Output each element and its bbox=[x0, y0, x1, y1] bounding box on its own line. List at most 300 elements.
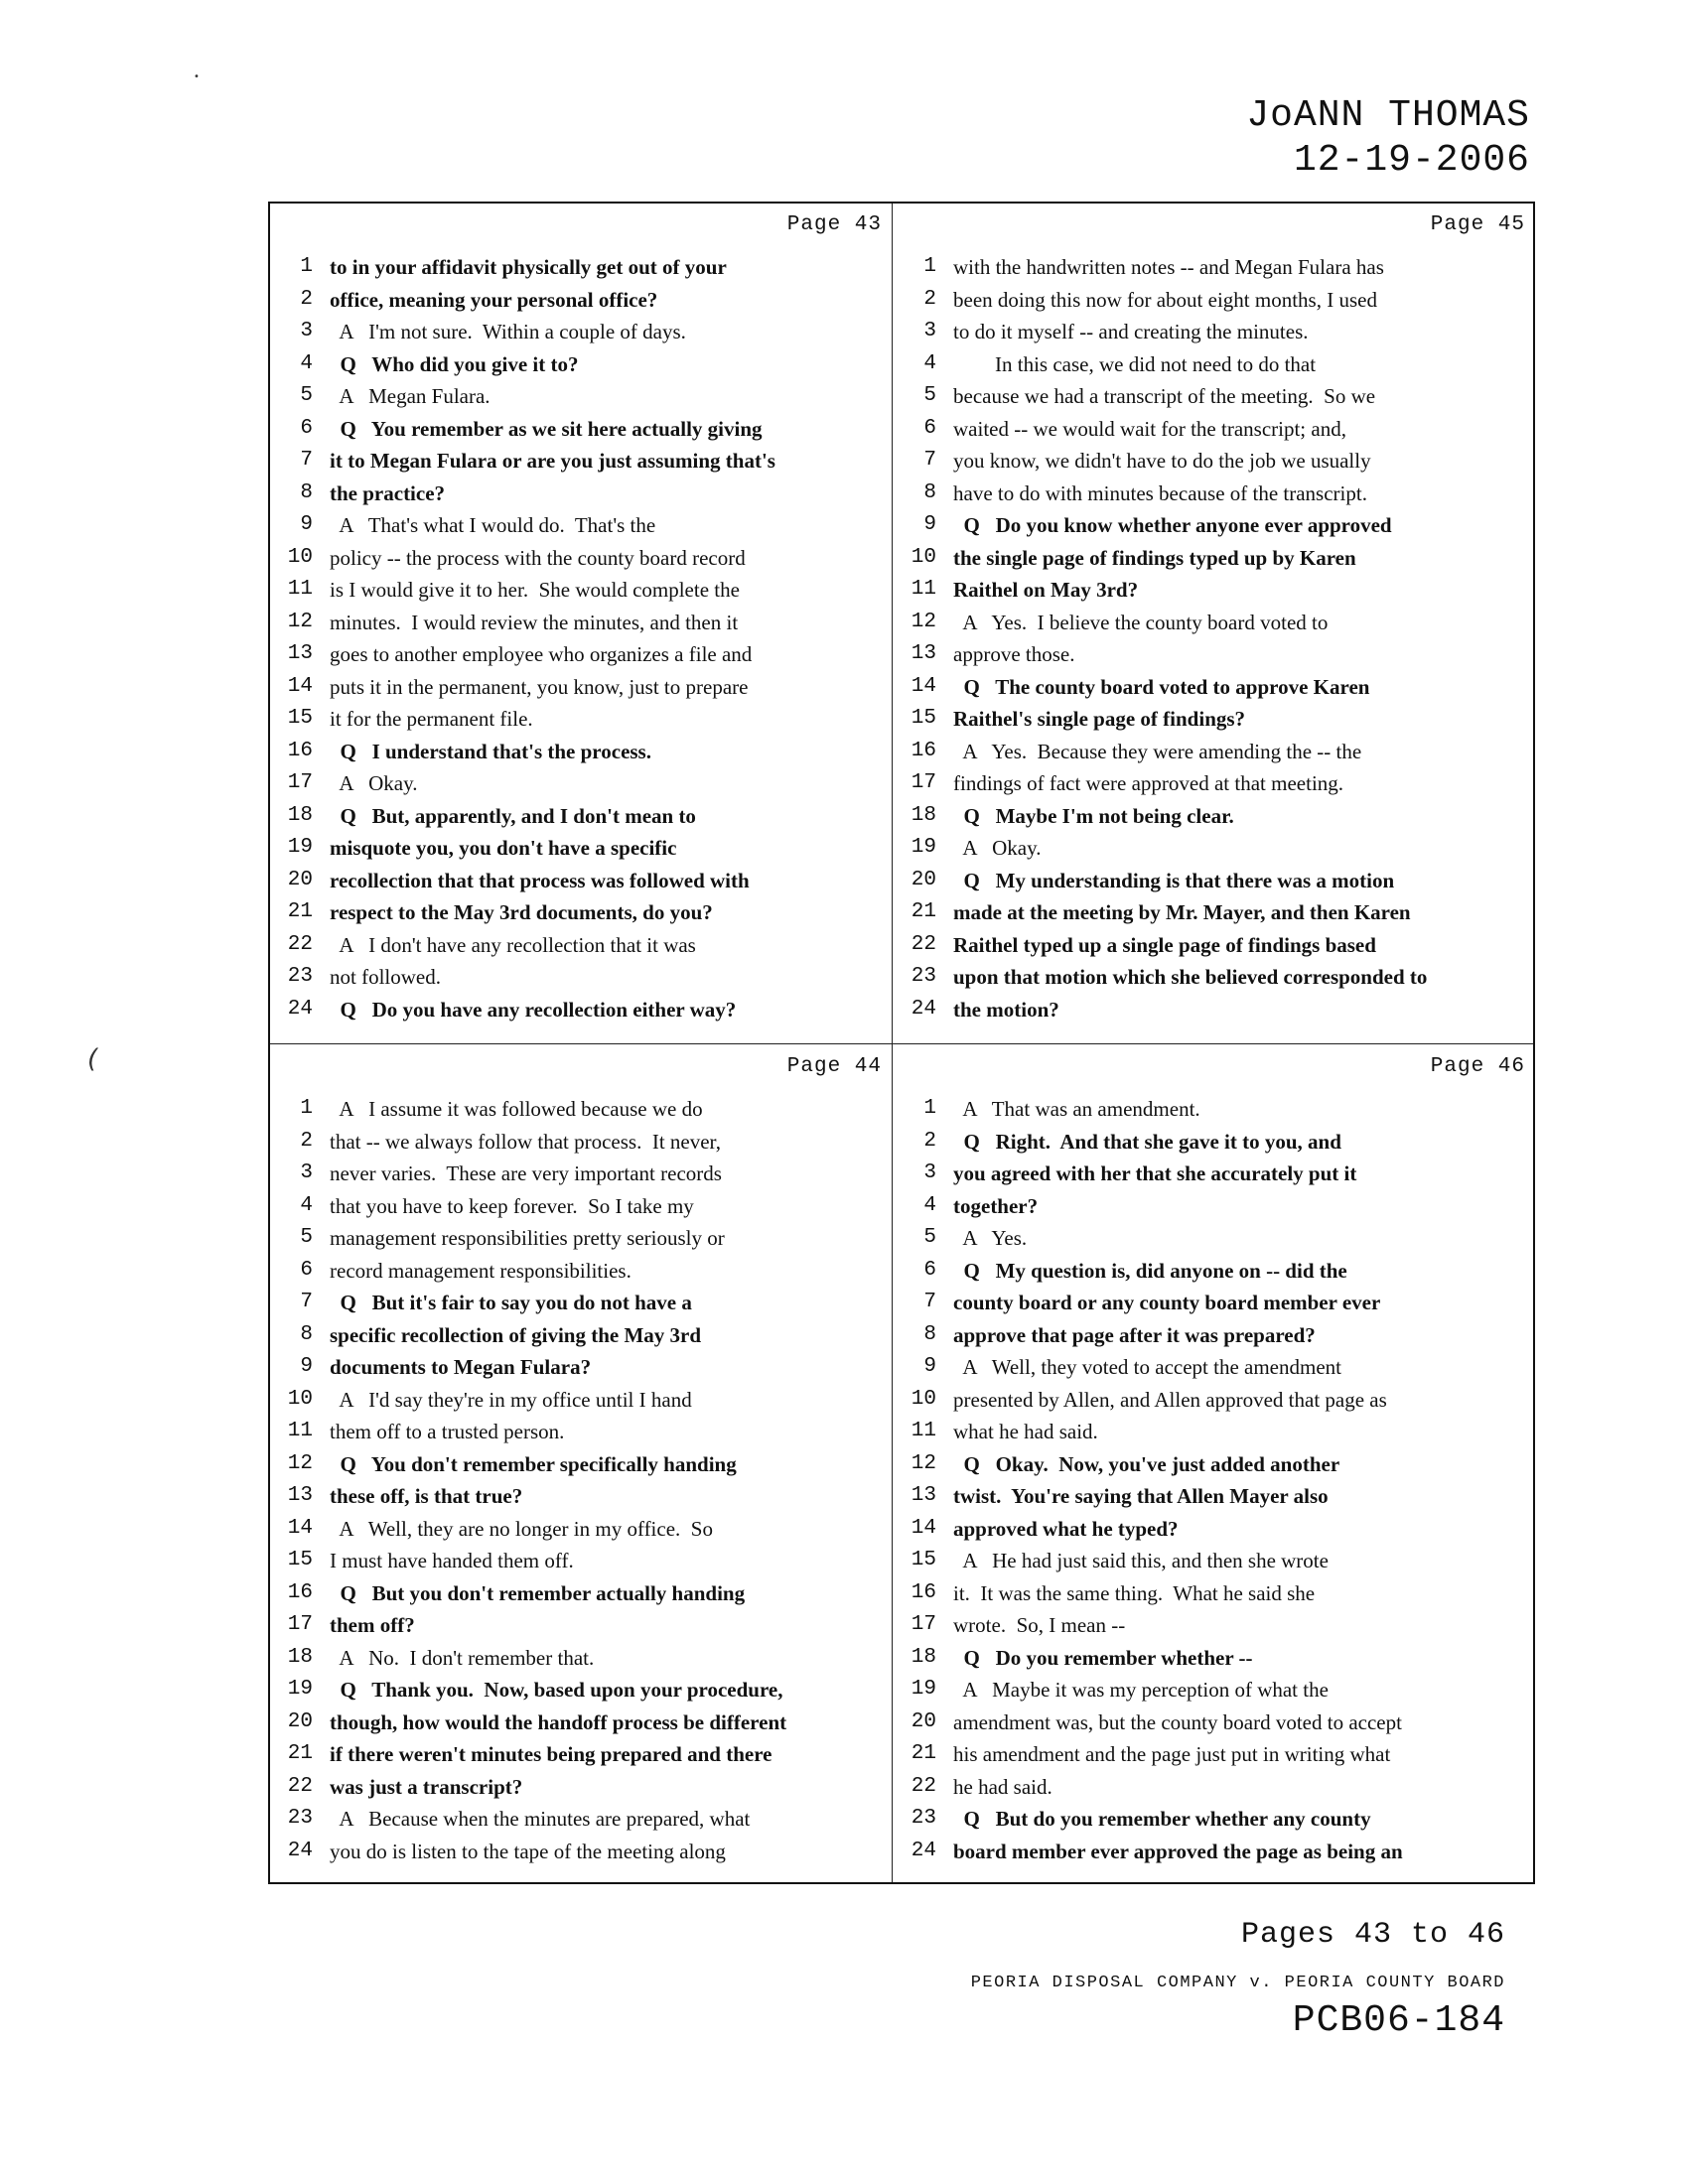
line-number: 18 bbox=[287, 803, 313, 827]
transcript-line bbox=[894, 994, 1535, 1026]
line-number: 6 bbox=[923, 1258, 936, 1282]
transcript-line bbox=[894, 703, 1535, 736]
line-text: the single page of findings typed up by Karen bbox=[953, 545, 1356, 570]
line-number: 3 bbox=[300, 320, 313, 342]
line-number: 3 bbox=[300, 1161, 313, 1184]
transcript-line bbox=[894, 832, 1535, 865]
transcript-line bbox=[894, 1545, 1535, 1577]
line-text: A Well, they are no longer in my office. So bbox=[330, 1516, 713, 1541]
line-number: 21 bbox=[287, 1742, 313, 1765]
scan-speck: • bbox=[194, 71, 200, 82]
line-number: 10 bbox=[287, 1387, 313, 1411]
line-number: 19 bbox=[911, 836, 936, 859]
transcript-line bbox=[270, 1448, 892, 1481]
witness-name: JoANN THOMAS bbox=[1246, 94, 1530, 137]
line-text: was just a transcript? bbox=[330, 1774, 523, 1799]
line-text: specific recollection of giving the May 3rd bbox=[330, 1322, 702, 1347]
transcript-line bbox=[894, 1093, 1535, 1126]
transcript-line bbox=[270, 1384, 892, 1417]
line-number: 13 bbox=[911, 642, 936, 665]
transcript-line bbox=[894, 1126, 1535, 1159]
transcript-line bbox=[894, 1287, 1535, 1319]
line-text: A I assume it was followed because we do bbox=[330, 1097, 703, 1121]
line-text: county board or any county board member ever bbox=[953, 1291, 1381, 1314]
line-text: because we had a transcript of the meeting. So we bbox=[953, 384, 1376, 408]
line-text: A Yes. I believe the county board voted to bbox=[953, 610, 1329, 634]
transcript-line bbox=[894, 413, 1535, 446]
transcript-line bbox=[894, 961, 1535, 994]
line-text: been doing this now for about eight months, I used bbox=[953, 287, 1377, 312]
line-text: Q But do you remember whether any county bbox=[953, 1807, 1371, 1831]
line-text: it. It was the same thing. What he said she bbox=[953, 1580, 1316, 1605]
line-number: 3 bbox=[923, 1161, 936, 1184]
transcript-line bbox=[894, 1674, 1535, 1706]
line-text: made at the meeting by Mr. Mayer, and then Karen bbox=[953, 900, 1411, 924]
transcript-line bbox=[894, 929, 1535, 962]
pages-range: Pages 43 to 46 bbox=[1240, 1918, 1505, 1952]
line-text: twist. You're saying that Allen Mayer also bbox=[953, 1484, 1329, 1508]
transcript-line bbox=[270, 638, 892, 671]
transcript-line bbox=[270, 1287, 892, 1319]
line-text: if there weren't minutes being prepared and there bbox=[330, 1742, 772, 1766]
transcript-line bbox=[270, 1222, 892, 1255]
line-text: not followed. bbox=[330, 965, 441, 989]
page-label: Page 43 bbox=[786, 213, 882, 236]
line-number: 22 bbox=[911, 1774, 936, 1798]
line-text: these off, is that true? bbox=[330, 1484, 523, 1508]
line-number: 9 bbox=[923, 513, 936, 536]
transcript-line bbox=[894, 865, 1535, 897]
line-number: 5 bbox=[923, 1226, 936, 1249]
line-text: together? bbox=[953, 1193, 1039, 1218]
line-number: 19 bbox=[911, 1678, 936, 1701]
line-number: 15 bbox=[911, 1549, 936, 1571]
transcript-line bbox=[270, 316, 892, 348]
line-text: to in your affidavit physically get out of your bbox=[330, 255, 727, 279]
line-number: 7 bbox=[300, 1291, 313, 1313]
transcript-line bbox=[894, 671, 1535, 704]
line-text: presented by Allen, and Allen approved that page as bbox=[953, 1387, 1387, 1412]
line-text: you do is listen to the tape of the meeting along bbox=[330, 1839, 726, 1863]
line-text: A No. I don't remember that. bbox=[330, 1645, 595, 1670]
deposition-date: 12-19-2006 bbox=[1293, 139, 1530, 182]
transcript-line bbox=[894, 284, 1535, 317]
transcript-line bbox=[270, 800, 892, 833]
line-text: minutes. I would review the minutes, and then it bbox=[330, 610, 739, 634]
line-number: 21 bbox=[911, 1742, 936, 1765]
line-number: 13 bbox=[287, 642, 313, 665]
line-number: 23 bbox=[911, 1807, 936, 1830]
line-text: A That was an amendment. bbox=[953, 1097, 1200, 1121]
line-number: 12 bbox=[911, 1451, 936, 1475]
line-number: 16 bbox=[911, 1580, 936, 1604]
line-text: Q You remember as we sit here actually giving bbox=[330, 416, 763, 441]
line-text: that -- we always follow that process. It never, bbox=[330, 1129, 721, 1154]
line-number: 2 bbox=[300, 287, 313, 311]
line-text: Q Do you know whether anyone ever approved bbox=[953, 513, 1392, 537]
transcript-line bbox=[270, 445, 892, 478]
transcript-line bbox=[894, 1803, 1535, 1836]
transcript-line bbox=[270, 1480, 892, 1513]
line-number: 6 bbox=[300, 416, 313, 440]
transcript-line bbox=[894, 1609, 1535, 1642]
line-number: 10 bbox=[287, 545, 313, 569]
line-number: 4 bbox=[923, 1193, 936, 1217]
line-number: 4 bbox=[300, 1193, 313, 1217]
line-text: recollection that that process was followed with bbox=[330, 868, 750, 892]
line-number: 9 bbox=[923, 1355, 936, 1378]
line-number: 11 bbox=[911, 1420, 936, 1442]
line-text: with the handwritten notes -- and Megan Fulara has bbox=[953, 255, 1384, 279]
line-text: A Yes. bbox=[953, 1226, 1028, 1250]
line-number: 8 bbox=[300, 1322, 313, 1346]
line-text: A Well, they voted to accept the amendment bbox=[953, 1355, 1341, 1379]
line-text: A That's what I would do. That's the bbox=[330, 513, 656, 537]
transcript-line bbox=[894, 251, 1535, 284]
line-number: 5 bbox=[300, 384, 313, 407]
transcript-line bbox=[894, 638, 1535, 671]
transcript-line bbox=[894, 316, 1535, 348]
line-number: 3 bbox=[923, 320, 936, 342]
line-text: have to do with minutes because of the transcript. bbox=[953, 480, 1367, 505]
transcript-line bbox=[894, 1738, 1535, 1771]
line-text: A Okay. bbox=[953, 836, 1042, 860]
line-number: 1 bbox=[300, 255, 313, 278]
line-number: 22 bbox=[287, 932, 313, 956]
line-list bbox=[270, 251, 892, 1025]
line-text: his amendment and the page just put in writing what bbox=[953, 1742, 1391, 1766]
line-text: management responsibilities pretty seriously or bbox=[330, 1226, 725, 1250]
line-text: policy -- the process with the county board record bbox=[330, 545, 746, 570]
line-text: you know, we didn't have to do the job we usually bbox=[953, 449, 1371, 473]
line-text: Q Thank you. Now, based upon your procedure, bbox=[330, 1678, 783, 1702]
line-number: 14 bbox=[287, 1516, 313, 1540]
transcript-line bbox=[894, 478, 1535, 510]
line-number: 15 bbox=[287, 707, 313, 730]
line-text: to do it myself -- and creating the minutes. bbox=[953, 320, 1309, 343]
scan-mark: ( bbox=[87, 1044, 98, 1074]
line-number: 24 bbox=[911, 1839, 936, 1862]
line-text: A I'd say they're in my office until I hand bbox=[330, 1387, 692, 1412]
line-text: them off to a trusted person. bbox=[330, 1420, 565, 1443]
line-number: 17 bbox=[287, 771, 313, 794]
line-text: is I would give it to her. She would complete the bbox=[330, 578, 740, 602]
line-text: approve those. bbox=[953, 642, 1075, 666]
line-number: 14 bbox=[911, 674, 936, 698]
line-number: 21 bbox=[287, 900, 313, 923]
line-text: he had said. bbox=[953, 1774, 1052, 1799]
line-number: 23 bbox=[287, 1807, 313, 1830]
transcript-line bbox=[270, 509, 892, 542]
line-number: 10 bbox=[911, 1387, 936, 1411]
transcript-line bbox=[270, 1836, 892, 1868]
line-number: 2 bbox=[300, 1129, 313, 1153]
transcript-line bbox=[894, 542, 1535, 575]
line-number: 7 bbox=[923, 1291, 936, 1313]
line-text: respect to the May 3rd documents, do you? bbox=[330, 900, 713, 924]
line-number: 22 bbox=[287, 1774, 313, 1798]
transcript-page-45 bbox=[894, 204, 1535, 1043]
line-text: Raithel on May 3rd? bbox=[953, 578, 1139, 602]
line-list bbox=[894, 251, 1535, 1025]
line-number: 16 bbox=[287, 739, 313, 762]
line-number: 9 bbox=[300, 1355, 313, 1378]
transcript-line bbox=[270, 478, 892, 510]
line-number: 13 bbox=[287, 1484, 313, 1507]
line-text: the motion? bbox=[953, 997, 1059, 1022]
line-text: I must have handed them off. bbox=[330, 1549, 574, 1572]
line-text: upon that motion which she believed corresponded to bbox=[953, 965, 1428, 989]
line-text: board member ever approved the page as being an bbox=[953, 1839, 1403, 1863]
transcript-line bbox=[894, 1706, 1535, 1739]
transcript-line bbox=[894, 1513, 1535, 1546]
line-number: 20 bbox=[287, 868, 313, 891]
line-text: them off? bbox=[330, 1613, 415, 1637]
line-number: 7 bbox=[923, 449, 936, 472]
transcript-line bbox=[894, 767, 1535, 800]
line-text: amendment was, but the county board voted to accept bbox=[953, 1709, 1402, 1734]
line-number: 2 bbox=[923, 287, 936, 311]
transcript-page-46 bbox=[894, 1045, 1535, 1885]
transcript-line bbox=[894, 1448, 1535, 1481]
line-text: A Yes. Because they were amending the -- the bbox=[953, 739, 1362, 763]
line-number: 18 bbox=[911, 1645, 936, 1669]
transcript-line bbox=[894, 1319, 1535, 1352]
transcript-line bbox=[894, 1158, 1535, 1190]
line-number: 23 bbox=[911, 965, 936, 988]
line-number: 12 bbox=[911, 610, 936, 633]
line-number: 12 bbox=[287, 610, 313, 633]
transcript-line bbox=[270, 1706, 892, 1739]
transcript-line bbox=[270, 865, 892, 897]
transcript-line bbox=[270, 1642, 892, 1675]
line-number: 4 bbox=[923, 351, 936, 375]
transcript-line bbox=[894, 1642, 1535, 1675]
transcript-line bbox=[270, 413, 892, 446]
line-number: 5 bbox=[923, 384, 936, 407]
line-number: 2 bbox=[923, 1129, 936, 1153]
line-number: 6 bbox=[923, 416, 936, 440]
line-text: Q My question is, did anyone on -- did the bbox=[953, 1258, 1347, 1283]
line-text: it for the permanent file. bbox=[330, 707, 533, 731]
line-number: 11 bbox=[287, 578, 313, 601]
line-text: Q My understanding is that there was a motion bbox=[953, 868, 1395, 892]
line-text: documents to Megan Fulara? bbox=[330, 1355, 592, 1379]
line-number: 19 bbox=[287, 1678, 313, 1701]
transcript-line bbox=[894, 1222, 1535, 1255]
line-text: A I don't have any recollection that it was bbox=[330, 932, 696, 957]
line-number: 20 bbox=[287, 1709, 313, 1733]
transcript-line bbox=[894, 348, 1535, 381]
line-text: Q You don't remember specifically handing bbox=[330, 1451, 737, 1476]
line-text: never varies. These are very important records bbox=[330, 1161, 722, 1185]
line-number: 24 bbox=[287, 997, 313, 1021]
transcript-line bbox=[270, 896, 892, 929]
line-number: 24 bbox=[287, 1839, 313, 1862]
case-title: PEORIA DISPOSAL COMPANY v. PEORIA COUNTY BOARD bbox=[970, 1974, 1505, 1992]
line-text: Q Maybe I'm not being clear. bbox=[953, 803, 1234, 828]
transcript-line bbox=[270, 1803, 892, 1836]
line-number: 17 bbox=[911, 771, 936, 794]
transcript-line bbox=[270, 832, 892, 865]
line-number: 8 bbox=[923, 1322, 936, 1346]
transcript-line bbox=[894, 1351, 1535, 1384]
line-number: 14 bbox=[287, 674, 313, 698]
transcript-line bbox=[270, 1738, 892, 1771]
page-label: Page 46 bbox=[1430, 1055, 1525, 1078]
line-text: Q Right. And that she gave it to you, and bbox=[953, 1129, 1341, 1154]
line-number: 17 bbox=[911, 1613, 936, 1636]
transcript-line bbox=[270, 961, 892, 994]
transcript-line bbox=[270, 1093, 892, 1126]
transcript-line bbox=[894, 896, 1535, 929]
transcript-line bbox=[270, 1158, 892, 1190]
transcript-line bbox=[270, 1190, 892, 1223]
line-number: 12 bbox=[287, 1451, 313, 1475]
row-divider bbox=[270, 1043, 1533, 1044]
line-text: you agreed with her that she accurately put it bbox=[953, 1161, 1357, 1185]
transcript-line bbox=[270, 671, 892, 704]
transcript-line bbox=[894, 1255, 1535, 1288]
transcript-line bbox=[894, 1190, 1535, 1223]
transcript-line bbox=[894, 1836, 1535, 1868]
transcript-line bbox=[894, 1771, 1535, 1804]
line-number: 16 bbox=[287, 1580, 313, 1604]
transcript-line bbox=[270, 703, 892, 736]
docket-number: PCB06-184 bbox=[1292, 1999, 1505, 2042]
line-text: A Okay. bbox=[330, 771, 418, 795]
line-number: 9 bbox=[300, 513, 313, 536]
line-number: 18 bbox=[287, 1645, 313, 1669]
line-number: 11 bbox=[911, 578, 936, 601]
line-list bbox=[270, 1093, 892, 1867]
line-number: 7 bbox=[300, 449, 313, 472]
line-text: A He had just said this, and then she wrote bbox=[953, 1549, 1329, 1572]
line-number: 4 bbox=[300, 351, 313, 375]
line-text: it to Megan Fulara or are you just assuming that's bbox=[330, 449, 775, 473]
transcript-line bbox=[270, 380, 892, 413]
transcript-line bbox=[894, 800, 1535, 833]
page-label: Page 44 bbox=[786, 1055, 882, 1078]
transcript-line bbox=[894, 607, 1535, 639]
line-text: puts it in the permanent, you know, just to prepare bbox=[330, 674, 749, 699]
transcript-line bbox=[270, 767, 892, 800]
transcript-page-44 bbox=[270, 1045, 892, 1885]
transcript-line bbox=[270, 1771, 892, 1804]
line-number: 1 bbox=[300, 1097, 313, 1120]
line-text: findings of fact were approved at that meeting. bbox=[953, 771, 1344, 795]
transcript-line bbox=[894, 380, 1535, 413]
line-number: 17 bbox=[287, 1613, 313, 1636]
transcript-line bbox=[270, 1674, 892, 1706]
line-list bbox=[894, 1093, 1535, 1867]
transcript-line bbox=[270, 1351, 892, 1384]
line-number: 24 bbox=[911, 997, 936, 1021]
transcript-line bbox=[270, 1416, 892, 1448]
line-text: approved what he typed? bbox=[953, 1516, 1179, 1541]
line-number: 20 bbox=[911, 1709, 936, 1733]
line-number: 1 bbox=[923, 1097, 936, 1120]
line-number: 23 bbox=[287, 965, 313, 988]
line-text: Q Do you have any recollection either way? bbox=[330, 997, 737, 1022]
transcript-line bbox=[894, 1416, 1535, 1448]
transcript-line bbox=[270, 1577, 892, 1610]
line-text: In this case, we did not need to do that bbox=[953, 351, 1317, 376]
line-text: Q Do you remember whether -- bbox=[953, 1645, 1253, 1670]
transcript-line bbox=[894, 509, 1535, 542]
line-text: the practice? bbox=[330, 480, 446, 505]
transcript-line bbox=[270, 574, 892, 607]
line-text: though, how would the handoff process be different bbox=[330, 1709, 787, 1734]
line-number: 22 bbox=[911, 932, 936, 956]
line-text: record management responsibilities. bbox=[330, 1258, 632, 1283]
transcript-line bbox=[270, 929, 892, 962]
transcript-line bbox=[894, 1384, 1535, 1417]
transcript-line bbox=[270, 1319, 892, 1352]
line-text: Q The county board voted to approve Karen bbox=[953, 674, 1370, 699]
line-text: that you have to keep forever. So I take my bbox=[330, 1193, 694, 1218]
transcript-line bbox=[270, 542, 892, 575]
transcript-line bbox=[270, 1126, 892, 1159]
line-text: Q But it's fair to say you do not have a bbox=[330, 1291, 692, 1314]
line-number: 20 bbox=[911, 868, 936, 891]
transcript-line bbox=[270, 607, 892, 639]
line-text: Q But you don't remember actually handing bbox=[330, 1580, 746, 1605]
line-number: 10 bbox=[911, 545, 936, 569]
line-text: A Megan Fulara. bbox=[330, 384, 491, 408]
transcript-line bbox=[894, 574, 1535, 607]
line-number: 6 bbox=[300, 1258, 313, 1282]
line-number: 21 bbox=[911, 900, 936, 923]
transcript-line bbox=[894, 1577, 1535, 1610]
transcript-line bbox=[270, 1513, 892, 1546]
line-text: Raithel typed up a single page of findings based bbox=[953, 932, 1376, 957]
transcript-line bbox=[270, 1545, 892, 1577]
transcript-line bbox=[894, 445, 1535, 478]
transcript-line bbox=[270, 1609, 892, 1642]
line-number: 8 bbox=[923, 480, 936, 504]
transcript-grid bbox=[268, 202, 1535, 1884]
line-text: Raithel's single page of findings? bbox=[953, 707, 1246, 731]
transcript-line bbox=[894, 736, 1535, 768]
line-number: 19 bbox=[287, 836, 313, 859]
line-text: Q Okay. Now, you've just added another bbox=[953, 1451, 1340, 1476]
transcript-line bbox=[270, 251, 892, 284]
line-text: A I'm not sure. Within a couple of days. bbox=[330, 320, 686, 343]
line-number: 13 bbox=[911, 1484, 936, 1507]
line-number: 1 bbox=[923, 255, 936, 278]
transcript-line bbox=[894, 1480, 1535, 1513]
line-number: 14 bbox=[911, 1516, 936, 1540]
line-text: A Because when the minutes are prepared, what bbox=[330, 1807, 751, 1831]
transcript-line bbox=[270, 284, 892, 317]
line-text: what he had said. bbox=[953, 1420, 1098, 1443]
line-number: 8 bbox=[300, 480, 313, 504]
transcript-page-43 bbox=[270, 204, 892, 1043]
page-label: Page 45 bbox=[1430, 213, 1525, 236]
line-text: Q But, apparently, and I don't mean to bbox=[330, 803, 696, 828]
line-text: wrote. So, I mean -- bbox=[953, 1613, 1126, 1637]
line-number: 5 bbox=[300, 1226, 313, 1249]
line-number: 11 bbox=[287, 1420, 313, 1442]
transcript-line bbox=[270, 994, 892, 1026]
line-text: approve that page after it was prepared? bbox=[953, 1322, 1316, 1347]
line-number: 18 bbox=[911, 803, 936, 827]
transcript-line bbox=[270, 348, 892, 381]
line-number: 15 bbox=[911, 707, 936, 730]
line-text: Q Who did you give it to? bbox=[330, 351, 579, 376]
line-text: office, meaning your personal office? bbox=[330, 287, 658, 312]
